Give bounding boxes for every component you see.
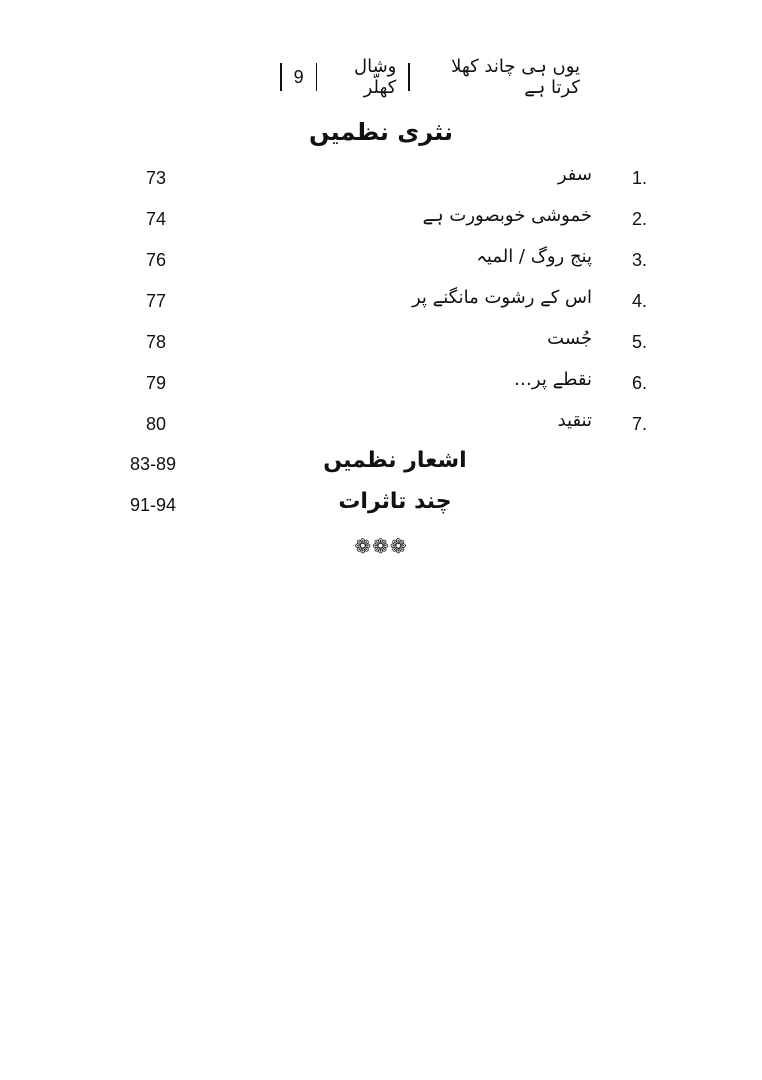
entry-page: 80 <box>146 414 167 434</box>
header-divider <box>408 63 410 91</box>
toc-entry <box>0 164 762 196</box>
toc-subsection <box>0 448 762 484</box>
entry-page: 73 <box>146 168 167 188</box>
entry-page: 77 <box>146 291 167 311</box>
subsection-title: چند تاثرات <box>338 489 452 514</box>
entry-title: خموشی خوبصورت ہے <box>422 205 592 226</box>
entry-page: 76 <box>146 250 167 270</box>
section-title: نثری نظمیں <box>309 118 453 146</box>
entry-title: سفر <box>557 164 592 185</box>
toc-subsection <box>0 489 762 525</box>
entry-title: پنج روگ / المیہ <box>476 246 592 267</box>
entry-number: 3. <box>632 250 648 270</box>
entry-number: 6. <box>632 373 648 393</box>
entry-title: اس کے رشوت مانگنے پر <box>412 287 592 308</box>
toc-entry <box>0 369 762 401</box>
entry-page: 79 <box>146 373 167 393</box>
author-name: وشال کھلّر <box>354 56 397 98</box>
toc-entry <box>0 410 762 442</box>
entry-number: 1. <box>632 168 648 188</box>
entry-number: 5. <box>632 332 648 352</box>
header-divider <box>280 63 282 91</box>
entry-title: نقطے پر… <box>513 369 592 390</box>
book-title: یوں ہی چاند کھلا کرتا ہے <box>451 56 580 98</box>
subsection-page: 91-94 <box>130 495 177 515</box>
toc-entry <box>0 246 762 278</box>
toc-entry <box>0 328 762 360</box>
subsection-title: اشعار نظمیں <box>323 448 467 473</box>
entry-title: تنقید <box>557 410 592 431</box>
entry-title: جُست <box>547 328 592 349</box>
toc-entry <box>0 287 762 319</box>
toc-entry <box>0 205 762 237</box>
entry-number: 2. <box>632 209 648 229</box>
ornament-divider: ❁❁❁ <box>354 534 408 558</box>
entry-number: 7. <box>632 414 648 434</box>
page-number: 9 <box>293 66 304 87</box>
entry-page: 78 <box>146 332 167 352</box>
entry-page: 74 <box>146 209 167 229</box>
entry-number: 4. <box>632 291 648 311</box>
header-divider <box>316 63 318 91</box>
subsection-page: 83-89 <box>130 454 177 474</box>
running-header <box>280 56 580 98</box>
